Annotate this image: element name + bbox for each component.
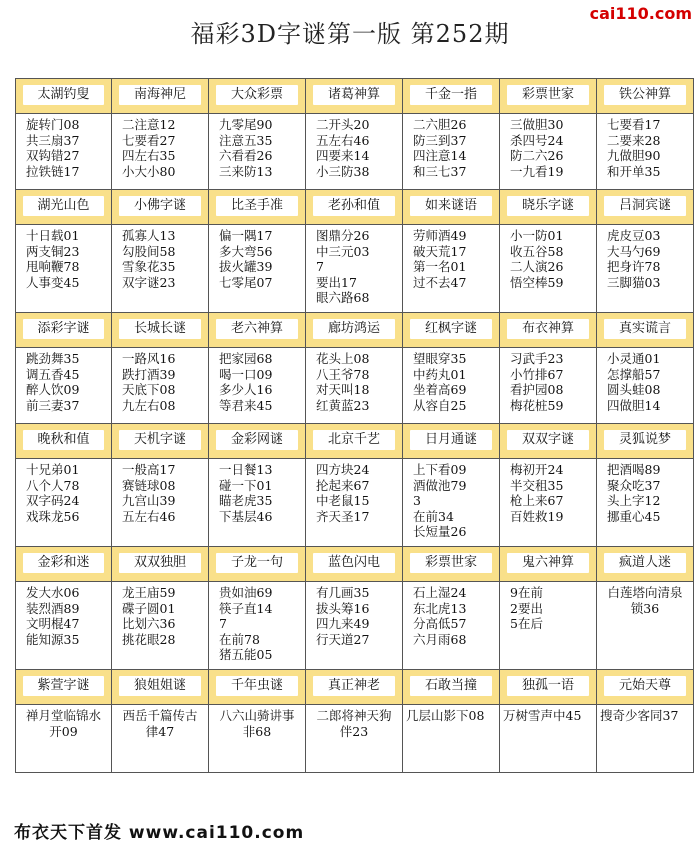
content-row-3 bbox=[16, 348, 694, 424]
puzzle-cell: 虎皮豆03 大马勺69 把身许78 三脚猫03 bbox=[607, 228, 661, 290]
puzzle-cell: 偏一隅17 多大弯56 拔火罐39 七零尾07 bbox=[219, 228, 273, 290]
column-header: 老六神算 bbox=[216, 319, 298, 339]
column-header: 红枫字谜 bbox=[410, 319, 492, 339]
puzzle-cell: 龙王庙59 碟子圆01 比划六36 挑花眼28 bbox=[122, 585, 176, 647]
content-row-2 bbox=[16, 225, 694, 313]
puzzle-cell: 二开头20 五左右46 四要来14 小三防38 bbox=[316, 117, 370, 179]
column-header: 双双独胆 bbox=[119, 553, 201, 573]
column-header: 元始天尊 bbox=[604, 676, 686, 696]
column-header: 湖光山色 bbox=[23, 196, 104, 216]
column-header: 真实谎言 bbox=[604, 319, 686, 339]
column-header: 鬼六神算 bbox=[507, 553, 589, 573]
puzzle-cell: 八六山骑讲事 非68 bbox=[219, 708, 295, 739]
column-header: 真正神老 bbox=[313, 676, 395, 696]
column-header: 晓乐字谜 bbox=[507, 196, 589, 216]
header-row-2 bbox=[16, 190, 694, 225]
puzzle-cell: 十日载01 两支铜23 甩响鞭78 人事变45 bbox=[26, 228, 80, 290]
column-header: 诸葛神算 bbox=[313, 85, 395, 105]
column-header: 廊坊鸿运 bbox=[313, 319, 395, 339]
column-header: 布衣神算 bbox=[507, 319, 589, 339]
footer-banner: 布衣天下首发 www.cai110.com bbox=[14, 823, 305, 843]
column-header: 如来谜语 bbox=[410, 196, 492, 216]
puzzle-cell: 石上湿24 东北虎13 分高低57 六月雨68 bbox=[413, 585, 467, 647]
column-header: 子龙一句 bbox=[216, 553, 298, 573]
column-header: 石敢当撞 bbox=[410, 676, 492, 696]
puzzle-cell: 上下看09 酒做池79 3 在前34 长短量26 bbox=[413, 462, 467, 539]
column-header: 老孙和值 bbox=[313, 196, 395, 216]
puzzle-cell: 旋转门08 共三扇37 双钩错27 拉铁链17 bbox=[26, 117, 80, 179]
column-header: 日月通谜 bbox=[410, 430, 492, 450]
puzzle-table bbox=[15, 78, 694, 773]
column-header: 狼姐姐谜 bbox=[119, 676, 201, 696]
column-header: 灵狐说梦 bbox=[604, 430, 686, 450]
puzzle-cell: 图鼎分26 中三元03 7 要出17 眼六路68 bbox=[316, 228, 370, 305]
puzzle-cell: 二注意12 七要看27 四左右35 小大小80 bbox=[122, 117, 176, 179]
puzzle-cell: 万树雪声中45 bbox=[503, 708, 582, 723]
column-header: 金彩网谜 bbox=[216, 430, 298, 450]
column-header: 小佛字谜 bbox=[119, 196, 201, 216]
puzzle-cell: 发大水06 装烈酒89 文明棍47 能知源35 bbox=[26, 585, 80, 647]
column-header: 千金一指 bbox=[410, 85, 492, 105]
column-header: 紫萱字谜 bbox=[23, 676, 104, 696]
puzzle-cell: 花头上08 八王爷78 对天叫18 红黄蓝23 bbox=[316, 351, 370, 413]
puzzle-cell: 搜奇少客同37 bbox=[600, 708, 679, 723]
site-url[interactable]: cai110.com bbox=[589, 4, 692, 23]
puzzle-cell: 一般高17 赛链球08 九宫山39 五左右46 bbox=[122, 462, 176, 524]
puzzle-cell: 跳劲舞35 调五香45 醉人饮09 前三妻37 bbox=[26, 351, 80, 413]
column-header: 南海神尼 bbox=[119, 85, 201, 105]
puzzle-cell: 禅月堂临锦水 开09 bbox=[25, 708, 101, 739]
puzzle-cell: 二六胆26 防三到37 四注意14 和三七37 bbox=[413, 117, 467, 179]
column-header: 太湖钓叟 bbox=[23, 85, 104, 105]
column-header: 晚秋和值 bbox=[23, 430, 104, 450]
puzzle-cell: 几层山影下08 bbox=[406, 708, 485, 723]
column-header: 彩票世家 bbox=[410, 553, 492, 573]
page-title: 福彩3D字谜第一版 第252期 bbox=[190, 20, 510, 48]
puzzle-cell: 九零尾90 注意五35 六看看26 三来防13 bbox=[219, 117, 273, 179]
puzzle-cell: 一路风16 跌打酒39 天底下08 九左右08 bbox=[122, 351, 176, 413]
puzzle-cell: 9在前 2要出 5在后 bbox=[510, 585, 543, 631]
column-header: 添彩字谜 bbox=[23, 319, 104, 339]
puzzle-cell: 白莲塔向清泉 锁36 bbox=[607, 585, 683, 616]
column-header: 长城长谜 bbox=[119, 319, 201, 339]
puzzle-cell: 把家园68 喝一口09 多少人16 等君来45 bbox=[219, 351, 273, 413]
column-header: 大众彩票 bbox=[216, 85, 298, 105]
header-row-6 bbox=[16, 670, 694, 705]
column-header: 铁公神算 bbox=[604, 85, 686, 105]
column-header: 金彩和迷 bbox=[23, 553, 104, 573]
puzzle-cell: 习武手23 小竹排67 看护园08 梅花桩59 bbox=[510, 351, 564, 413]
puzzle-cell: 西岳千篇传古 律47 bbox=[122, 708, 198, 739]
column-header: 双双字谜 bbox=[507, 430, 589, 450]
puzzle-cell: 把酒喝89 聚众吃37 头上字12 挪重心45 bbox=[607, 462, 661, 524]
header-row-1 bbox=[16, 79, 694, 114]
column-header: 疯道人迷 bbox=[604, 553, 686, 573]
column-header: 北京千艺 bbox=[313, 430, 395, 450]
puzzle-cell: 七要看17 二要来28 九做胆90 和开单35 bbox=[607, 117, 661, 179]
puzzle-cell: 一日餐13 碰一下01 瞄老虎35 下基层46 bbox=[219, 462, 273, 524]
column-header: 吕洞宾谜 bbox=[604, 196, 686, 216]
puzzle-cell: 孤寡人13 勾股间58 雪象花35 双字谜23 bbox=[122, 228, 176, 290]
content-row-5 bbox=[16, 582, 694, 670]
puzzle-cell: 梅初开24 半交租35 枪上来67 百姓救19 bbox=[510, 462, 564, 524]
puzzle-cell: 小灵通01 怎撑船57 圆头蛙08 四做胆14 bbox=[607, 351, 661, 413]
content-row-1 bbox=[16, 114, 694, 190]
puzzle-cell: 二郎将神天狗 伴23 bbox=[316, 708, 392, 739]
column-header: 蓝色闪电 bbox=[313, 553, 395, 573]
puzzle-cell: 劳师酒49 破天荒17 第一名01 过不去47 bbox=[413, 228, 467, 290]
column-header: 天机字谜 bbox=[119, 430, 201, 450]
header-row-5 bbox=[16, 547, 694, 582]
column-header: 比圣手准 bbox=[216, 196, 298, 216]
column-header: 千年虫谜 bbox=[216, 676, 298, 696]
header-row-3 bbox=[16, 313, 694, 348]
puzzle-cell: 小一防01 收五谷58 二人演26 悟空棒59 bbox=[510, 228, 564, 290]
puzzle-cell: 十兄弟01 八个人78 双字码24 戏珠龙56 bbox=[26, 462, 80, 524]
puzzle-cell: 有几画35 拔头筹16 四九来49 行天道27 bbox=[316, 585, 370, 647]
column-header: 彩票世家 bbox=[507, 85, 589, 105]
puzzle-cell: 四方块24 抡起来67 中老鼠15 齐天圣17 bbox=[316, 462, 370, 524]
puzzle-cell: 贵如油69 筷子直14 7 在前78 猪五能05 bbox=[219, 585, 273, 662]
content-row-4 bbox=[16, 459, 694, 547]
content-row-6 bbox=[16, 705, 694, 773]
puzzle-cell: 三做胆30 杀四号24 防二六26 一九看19 bbox=[510, 117, 564, 179]
column-header: 独孤一语 bbox=[507, 676, 589, 696]
header-row-4 bbox=[16, 424, 694, 459]
puzzle-cell: 望眼穿35 中药丸01 坐着高69 从容自25 bbox=[413, 351, 467, 413]
